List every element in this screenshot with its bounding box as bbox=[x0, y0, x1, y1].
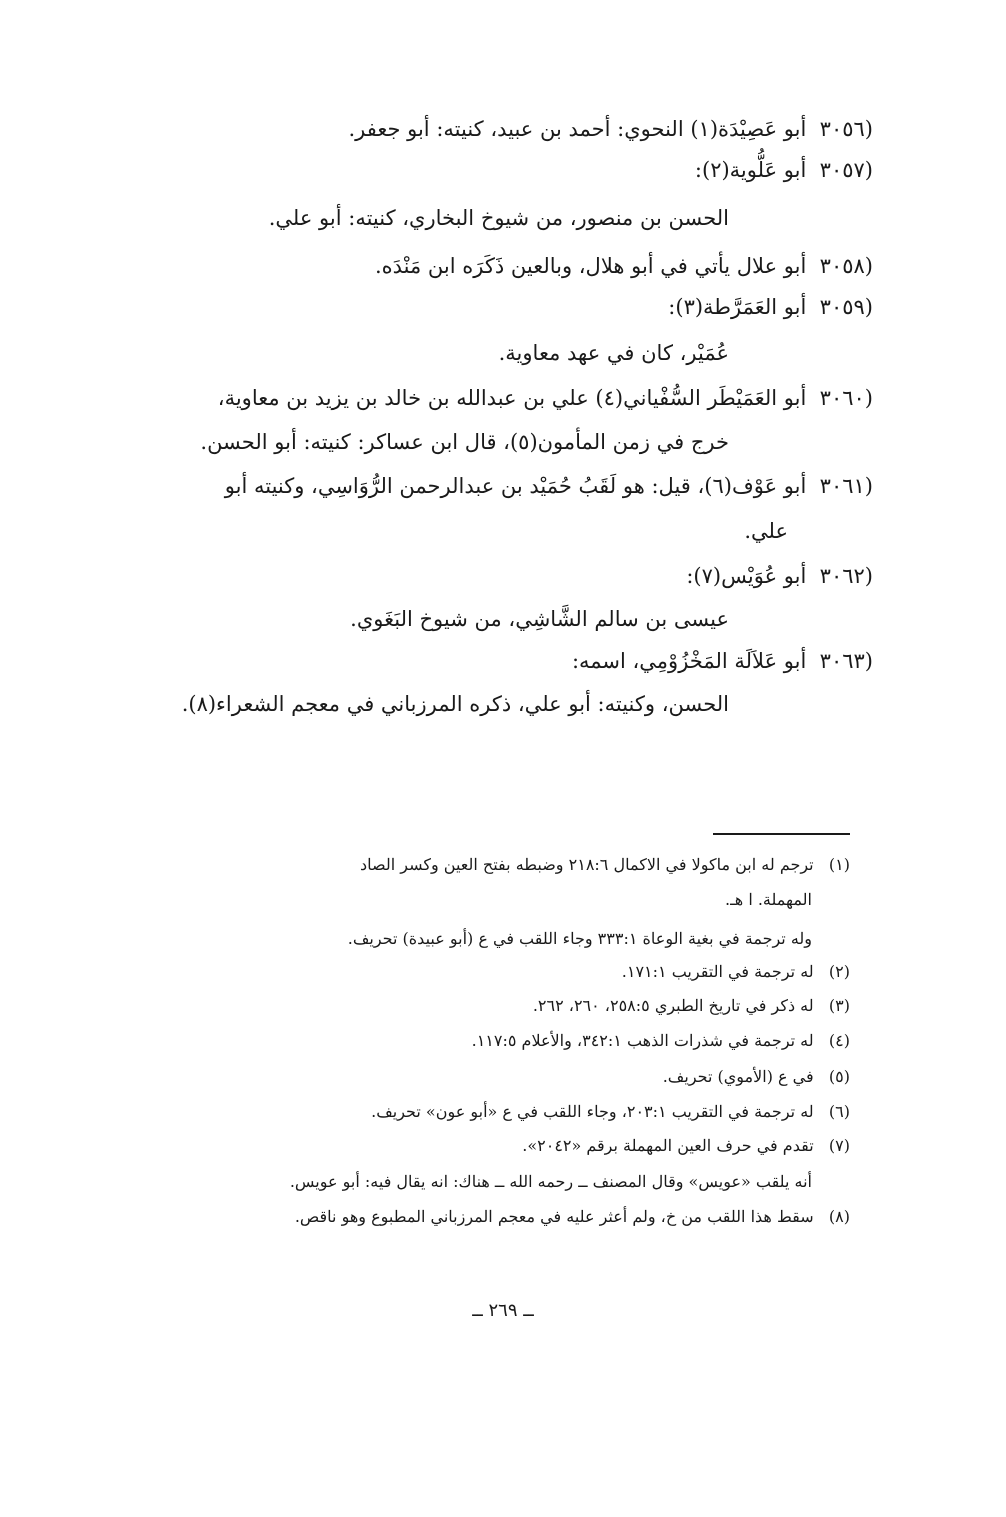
footnote-text: له ترجمة في التقريب ١٧١:١. bbox=[621, 962, 814, 981]
footnote-1-cont bbox=[725, 890, 812, 909]
footnote-number: (٥) bbox=[828, 1067, 850, 1086]
footnote-number: (٤) bbox=[828, 1031, 850, 1050]
entry-text: أبو عَلاَلَة المَخْزُوْمِي، اسمه: bbox=[571, 649, 807, 673]
entry-3059 bbox=[668, 295, 873, 319]
footnote-separator bbox=[713, 833, 850, 835]
entry-number: (٣٠٦٣ bbox=[819, 649, 873, 673]
footnote-7 bbox=[522, 1136, 850, 1155]
footnote-number: (٣) bbox=[828, 996, 850, 1015]
entry-number: (٣٠٥٦ bbox=[819, 117, 873, 141]
entry-3057-body bbox=[269, 206, 729, 230]
footnote-3 bbox=[533, 996, 850, 1015]
footnote-5 bbox=[663, 1067, 850, 1086]
footnote-1 bbox=[360, 855, 850, 874]
entry-number: (٣٠٦٢ bbox=[819, 564, 873, 588]
entry-text: علي. bbox=[744, 519, 788, 543]
footnote-text: وله ترجمة في بغية الوعاة ٣٣٣:١ وجاء اللقب في ع (أبو عبيدة) تحريف. bbox=[347, 929, 812, 948]
footnote-2 bbox=[622, 962, 850, 981]
footnote-text: ترجم له ابن ماكولا في الاكمال ٢١٨:٦ وضبطه بفتح العين وكسر الصاد bbox=[359, 855, 814, 874]
entry-3061-cont bbox=[744, 519, 788, 543]
entry-3062-body bbox=[350, 607, 729, 631]
footnote-number: (٨) bbox=[828, 1207, 850, 1226]
footnote-4 bbox=[472, 1031, 850, 1050]
footnote-text: له ذكر في تاريخ الطبري ٢٥٨:٥، ٢٦٠، ٢٦٢. bbox=[532, 996, 814, 1015]
footnote-text: له ترجمة في شذرات الذهب ٣٤٢:١، والأعلام ١١٧:٥. bbox=[471, 1031, 814, 1050]
entry-3060 bbox=[218, 386, 873, 410]
footnote-8 bbox=[295, 1207, 850, 1226]
entry-3063-body bbox=[182, 692, 729, 716]
footnote-number: (٦) bbox=[828, 1102, 850, 1121]
footnote-7-cont bbox=[290, 1172, 812, 1191]
page-number: ــ ٢٦٩ ــ bbox=[472, 1300, 534, 1321]
entry-text: أبو عَصِيْدَة(١) النحوي: أحمد بن عبيد، كنيته: أبو جعفر. bbox=[348, 117, 807, 141]
footnote-text: أنه يلقب «عويس» وقال المصنف ــ رحمه الله ــ هناك: انه يقال فيه: أبو عويس. bbox=[289, 1172, 812, 1191]
entry-text: أبو علال يأتي في أبو هلال، وبالعين ذَكَرَه ابن مَنْدَه. bbox=[374, 254, 807, 278]
footnote-6 bbox=[371, 1102, 850, 1121]
entry-3061 bbox=[225, 474, 873, 498]
footnote-text: المهملة. ا هـ. bbox=[725, 890, 812, 909]
entry-number: (٣٠٥٧ bbox=[819, 158, 873, 182]
entry-text: أبو العَمَرَّطة(٣): bbox=[668, 295, 807, 319]
entry-3056 bbox=[348, 117, 873, 141]
footnote-text: سقط هذا اللقب من خ، ولم أعثر عليه في معجم المرزباني المطبوع وهو ناقص. bbox=[294, 1207, 814, 1226]
entry-number: (٣٠٥٩ bbox=[819, 295, 873, 319]
entry-3058 bbox=[375, 254, 873, 278]
entry-text: أبو عَوْف(٦)، قيل: هو لَقَبُ حُمَيْد بن عبدالرحمن الرُّوَاسِي، وكنيته أبو bbox=[224, 474, 807, 498]
footnote-number: (٧) bbox=[828, 1136, 850, 1155]
footnote-text: في ع (الأموي) تحريف. bbox=[662, 1067, 814, 1086]
entry-text: أبو العَمَيْطَر السُّفْياني(٤) علي بن عبدالله بن خالد بن يزيد بن معاوية، bbox=[217, 386, 807, 410]
entry-number: (٣٠٥٨ bbox=[819, 254, 873, 278]
entry-text: أبو عُوَيْس(٧): bbox=[686, 564, 807, 588]
entry-3059-body bbox=[499, 341, 729, 365]
entry-text: عُمَيْر، كان في عهد معاوية. bbox=[498, 341, 729, 365]
entry-3060-cont bbox=[200, 430, 729, 454]
entry-number: (٣٠٦١ bbox=[819, 474, 873, 498]
entry-text: أبو عَلُّوية(٢): bbox=[694, 158, 807, 182]
footnote-number: (٢) bbox=[828, 962, 850, 981]
footnote-1-extra bbox=[348, 929, 812, 948]
entry-3057 bbox=[695, 158, 873, 182]
entry-3063 bbox=[572, 649, 873, 673]
footnote-text: له ترجمة في التقريب ٢٠٣:١، وجاء اللقب في ع «أبو عون» تحريف. bbox=[371, 1102, 814, 1121]
entry-text: الحسن، وكنيته: أبو علي، ذكره المرزباني في معجم الشعراء(٨). bbox=[181, 692, 729, 716]
entry-number: (٣٠٦٠ bbox=[819, 386, 873, 410]
entry-text: الحسن بن منصور، من شيوخ البخاري، كنيته: أبو علي. bbox=[268, 206, 729, 230]
entry-text: خرج في زمن المأمون(٥)، قال ابن عساكر: كنيته: أبو الحسن. bbox=[200, 430, 729, 454]
footnote-number: (١) bbox=[828, 855, 850, 874]
footnote-text: تقدم في حرف العين المهملة برقم «٢٠٤٢». bbox=[522, 1136, 814, 1155]
entry-text: عيسى بن سالم الشَّاشِي، من شيوخ البَغَوي. bbox=[350, 607, 729, 631]
entry-3062 bbox=[686, 564, 873, 588]
